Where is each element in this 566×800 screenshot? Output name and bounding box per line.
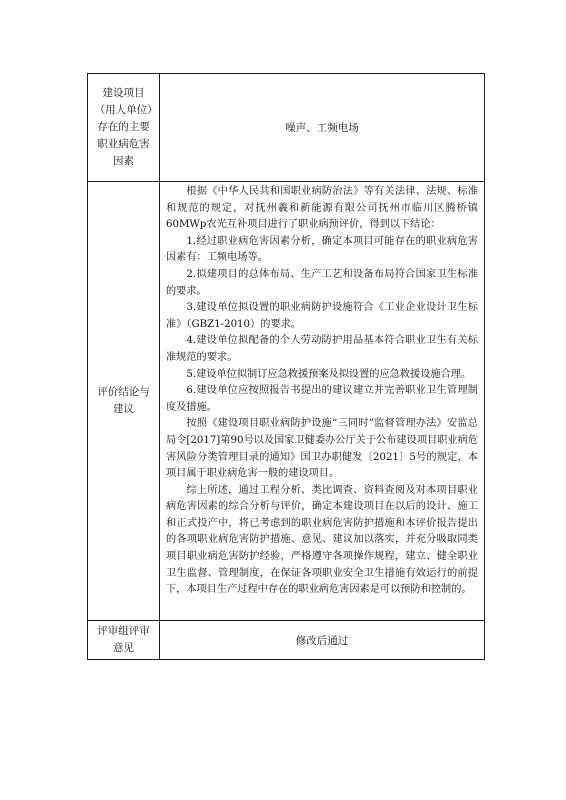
evaluation-intro: 根据《中华人民共和国职业病防治法》等有关法律、法规、标准和规范的规定，对抚州羲和新能源有限公司抚州市临川区腾桥镇60MWp农光互补项目进行了职业病预评价，得到以下结论：	[166, 186, 478, 231]
review-row	[88, 621, 485, 660]
hazard-row	[88, 74, 485, 182]
conclusion-item: 6.建设单位应按照报告书提出的建议建立并完善职业卫生管理制度及措施。	[166, 385, 478, 413]
conclusion-item: 1.经过职业病危害因素分析，确定本项目可能存在的职业病危害因素有：工频电场等。	[166, 235, 478, 264]
review-label: 评审组评审意见	[88, 621, 160, 660]
evaluation-form-table	[87, 73, 485, 660]
evaluation-row	[88, 182, 485, 621]
review-value: 修改后通过	[160, 621, 485, 660]
conclusion-item: 2.拟建项目的总体布局、生产工艺和设备布局符合国家卫生标准的要求。	[166, 268, 478, 297]
classification-paragraph: 按照《建设项目职业病防护设施“三同时”监督管理办法》安监总局令[2017]第90号以及国家卫健委办公厅关于公布建设项目职业病危害风险分类管理目录的通知》国卫办职健发〔2021〕5号的规定，本项目属于职业病危害一般的建设项目。	[166, 418, 478, 480]
evaluation-content	[160, 182, 485, 621]
conclusion-item: 3.建设单位拟设置的职业病防护设施符合《工业企业设计卫生标准》（GBZ1-2010）的要求。	[166, 302, 478, 330]
hazard-label: 建设项目（用人单位）存在的主要职业病危害因素	[88, 74, 160, 182]
summary-paragraph: 综上所述，通过工程分析、类比调查、资料查阅及对本项目职业病危害因素的综合分析与评价，确定本建设项目在以后的设计、施工和正式投产中，将已考虑到的职业病危害防护措施和本评价报告提出的各项职业病危害防护措施、意见、建议加以落实，并充分吸取同类项目职业病危害防护经验，严格遵守各项操作规程，建立、健全职业卫生监督、管理制度，在保证各项职业安全卫生措施有效运行的前提下，本项目生产过程中存在的职业病危害因素是可以预防和控制的。	[166, 484, 478, 596]
conclusion-item: 5.建设单位拟制订应急救援预案及拟设置的应急救援设施合理。	[186, 368, 472, 380]
hazard-value: 噪声、工频电场	[160, 74, 485, 182]
evaluation-label: 评价结论与建议	[88, 182, 160, 621]
conclusion-item: 4.建设单位拟配备的个人劳动防护用品基本符合职业卫生有关标准规范的要求。	[166, 335, 478, 363]
